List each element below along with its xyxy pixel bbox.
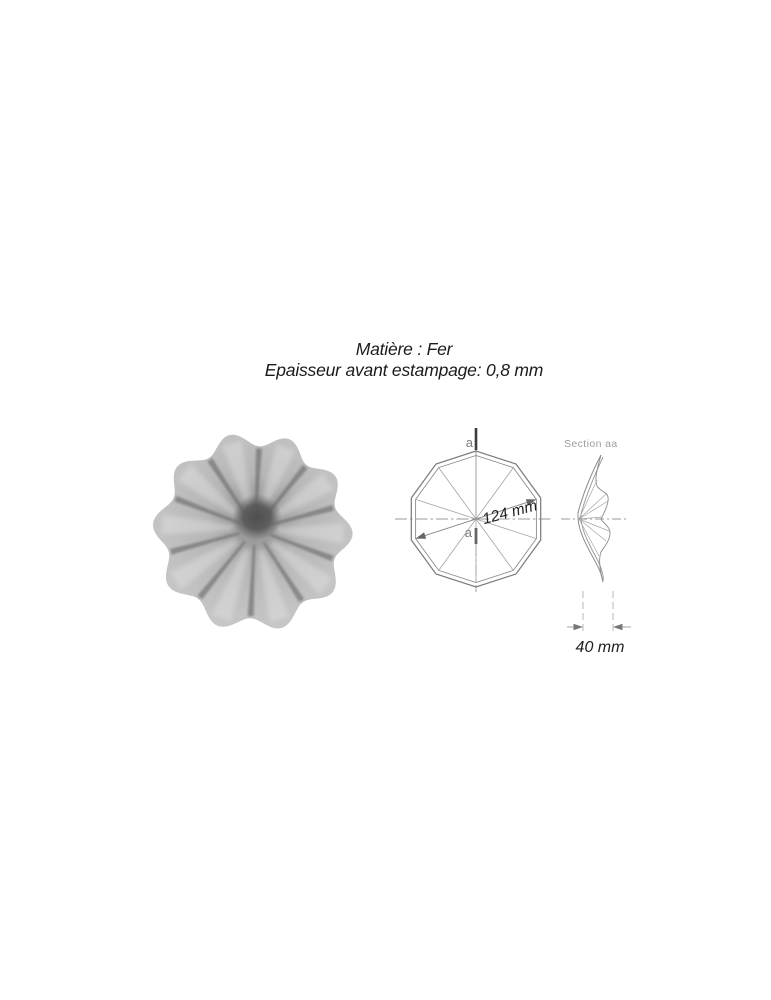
rosette-photo-image [150, 424, 360, 634]
arrowhead-right [613, 624, 623, 631]
spec-text-block [0, 339, 771, 380]
profile-wavy-edge [596, 455, 610, 582]
section-view-drawing [553, 428, 685, 668]
spoke-line [476, 519, 513, 570]
product-photo [150, 424, 360, 634]
spoke-line [439, 468, 476, 519]
section-view-title: Section aa [564, 438, 618, 450]
thickness-spec: Epaisseur avant estampage: 0,8 mm [264, 359, 544, 380]
dimension-arrowhead [416, 532, 427, 539]
diameter-dimension-label: 124 mm [480, 497, 540, 529]
rosette-center-recess [232, 494, 282, 540]
arrowhead-left [574, 624, 584, 631]
material-spec: Matière : Fer [355, 339, 453, 359]
front-view-svg [385, 420, 570, 615]
section-view-svg [553, 428, 685, 668]
spoke-line [416, 499, 476, 519]
front-view-drawing [385, 420, 570, 615]
section-marker-top: a [465, 435, 473, 450]
profile-fold-lines [579, 480, 609, 556]
section-marker-center: a [464, 525, 472, 540]
width-dimension-label: 40 mm [575, 639, 625, 656]
